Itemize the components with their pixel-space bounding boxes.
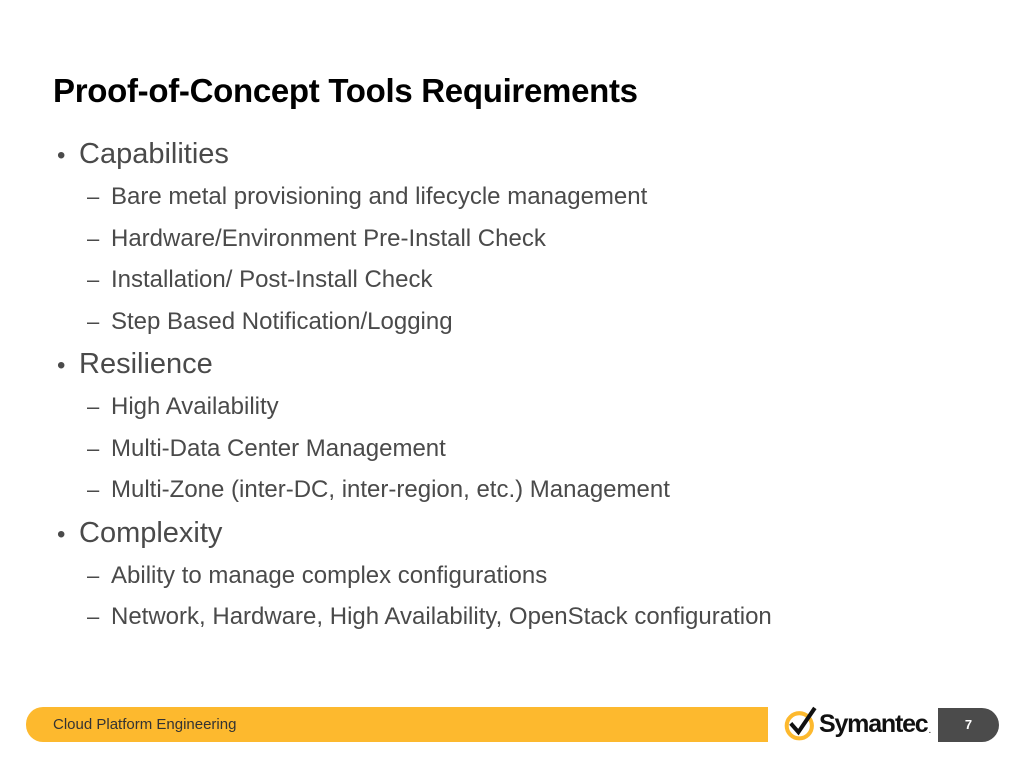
sub-item-text: Hardware/Environment Pre-Install Check <box>111 224 546 252</box>
sub-item-text: Installation/ Post-Install Check <box>111 266 433 293</box>
sub-item <box>87 301 997 343</box>
footer-department: Cloud Platform Engineering <box>53 716 237 733</box>
sub-item <box>87 259 997 301</box>
sub-item <box>87 386 997 428</box>
bullet-marker: • <box>57 352 66 379</box>
symantec-checkmark-icon <box>784 706 820 742</box>
bullet-marker: • <box>57 142 66 169</box>
dash-marker: – <box>87 394 100 419</box>
sub-item-text: Step Based Notification/Logging <box>111 307 453 335</box>
symantec-logo <box>784 704 931 744</box>
dash-marker: – <box>87 184 100 209</box>
bullet-capabilities <box>57 134 997 342</box>
sub-item-text: Multi-Zone (inter-DC, inter-region, etc.) Management <box>111 476 670 503</box>
bullet-heading: Capabilities <box>79 138 229 170</box>
bullet-marker: • <box>57 520 66 548</box>
sub-list <box>57 386 997 511</box>
sub-item-text: Multi-Data Center Management <box>111 434 446 462</box>
sub-item-text: Bare metal provisioning and lifecycle management <box>111 183 648 210</box>
sub-item <box>87 428 997 470</box>
dash-marker: – <box>87 604 100 629</box>
sub-item <box>87 176 997 218</box>
sub-list <box>57 555 997 638</box>
dash-marker: – <box>87 562 100 588</box>
sub-item <box>87 555 997 597</box>
brand-name: Symantec <box>819 709 928 738</box>
bullet-heading: Resilience <box>79 348 213 380</box>
slide-title: Proof-of-Concept Tools Requirements <box>53 72 638 109</box>
sub-item <box>87 218 997 260</box>
dash-marker: – <box>87 435 100 461</box>
brand-mark: . <box>928 725 932 736</box>
sub-item <box>87 469 997 511</box>
page-number: 7 <box>938 708 999 742</box>
bullet-heading: Complexity <box>79 516 223 549</box>
sub-item-text: Ability to manage complex configurations <box>111 561 548 589</box>
dash-marker: – <box>87 225 100 251</box>
bullet-resilience <box>57 344 997 511</box>
dash-marker: – <box>87 477 100 502</box>
sub-item <box>87 596 997 638</box>
footer-bar <box>26 707 768 742</box>
dash-marker: – <box>87 267 100 292</box>
bullet-complexity <box>57 513 997 638</box>
sub-list <box>57 176 997 342</box>
sub-item-text: Network, Hardware, High Availability, OpenStack configuration <box>111 603 772 630</box>
sub-item-text: High Availability <box>111 393 279 420</box>
dash-marker: – <box>87 308 100 334</box>
bullet-list <box>57 134 997 640</box>
